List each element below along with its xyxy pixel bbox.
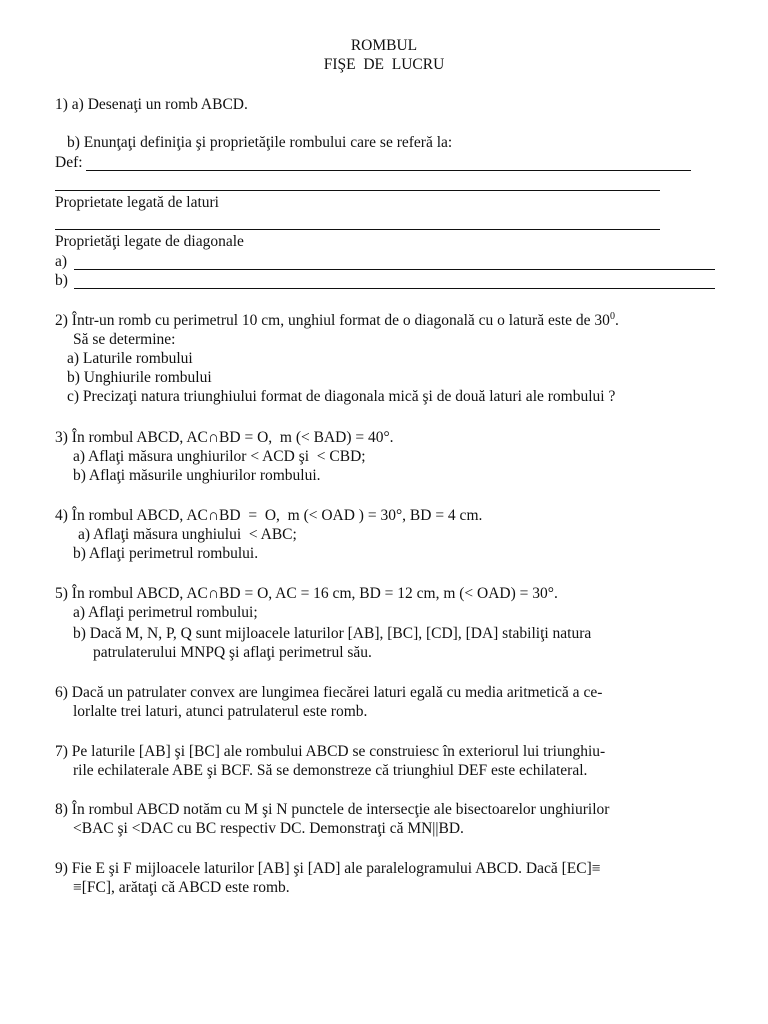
diag-item-b: b) — [55, 272, 68, 289]
q6-line1: 6) Dacă un patrulater convex are lungimea fiecărei laturi egală cu media aritmetică a ce- — [55, 684, 603, 701]
page-subtitle: FIŞE DE LUCRU — [323, 56, 445, 73]
diag-item-a: a) — [55, 253, 68, 270]
q1-b: b) Enunţaţi definiţia şi proprietăţile rombului care se referă la: — [67, 134, 453, 151]
def-answer-line-2[interactable] — [55, 190, 660, 191]
q7-line2: rile echilaterale ABE şi BCF. Să se demonstreze că triunghiul DEF este echilateral. — [73, 762, 588, 779]
diag-a-answer-line[interactable] — [74, 269, 715, 270]
q5-b-line1: b) Dacă M, N, P, Q sunt mijloacele laturilor [AB], [BC], [CD], [DA] stabiliţi natura — [73, 625, 592, 642]
def-label: Def: — [55, 154, 83, 171]
q2-c: c) Precizaţi natura triunghiului format de diagonala mică şi de două laturi ale rombului ? — [67, 388, 616, 405]
q5-b-line2: patrulaterului MNPQ şi aflaţi perimetrul său. — [93, 644, 372, 661]
q6-line2: lorlalte trei laturi, atunci patrulaterul este romb. — [73, 703, 368, 720]
q8-line1: 8) În rombul ABCD notăm cu M şi N punctele de intersecţie ale bisectoarelor unghiurilor — [55, 801, 610, 818]
q4-a: a) Aflaţi măsura unghiului < ABC; — [78, 526, 297, 543]
page-title: ROMBUL — [350, 37, 418, 54]
q7-line1: 7) Pe laturile [AB] şi [BC] ale rombului ABCD se construiesc în exteriorul lui triunghiu- — [55, 743, 606, 760]
prop-diagonals-label: Proprietăţi legate de diagonale — [55, 233, 244, 250]
q3-intro: 3) În rombul ABCD, AC∩BD = O, m (< BAD) = 40°. — [55, 429, 394, 446]
q2-b: b) Unghiurile rombului — [67, 369, 212, 386]
q2-a: a) Laturile rombului — [67, 350, 193, 367]
q3-b: b) Aflaţi măsurile unghiurilor rombului. — [73, 467, 321, 484]
q9-line2: ≡[FC], arătaţi că ABCD este romb. — [73, 879, 290, 896]
def-answer-line[interactable] — [86, 170, 691, 171]
prop-sides-label: Proprietate legată de laturi — [55, 194, 219, 211]
q3-a: a) Aflaţi măsura unghiurilor < ACD şi < CBD; — [73, 448, 366, 465]
q4-b: b) Aflaţi perimetrul rombului. — [73, 545, 259, 562]
q8-line2: <BAC şi <DAC cu BC respectiv DC. Demonstraţi că MN||BD. — [73, 820, 464, 837]
q5-intro: 5) În rombul ABCD, AC∩BD = O, AC = 16 cm, BD = 12 cm, m (< OAD) = 30°. — [55, 585, 558, 602]
q5-a: a) Aflaţi perimetrul rombului; — [73, 604, 258, 621]
q2-intro: 2) Într-un romb cu perimetrul 10 cm, unghiul format de o diagonală cu o latură este de $30^0$. — [55, 311, 619, 329]
q9-line1: 9) Fie E şi F mijloacele laturilor [AB] şi [AD] ale paralelogramului ABCD. Dacă [EC]≡ — [55, 860, 601, 877]
q4-intro: 4) În rombul ABCD, AC∩BD = O, m (< OAD ) = 30°, BD = 4 cm. — [55, 507, 483, 524]
q2-determine: Să se determine: — [73, 331, 176, 348]
q1-a: 1) a) Desenaţi un romb ABCD. — [55, 96, 248, 113]
prop-sides-answer-line[interactable] — [55, 229, 660, 230]
diag-b-answer-line[interactable] — [74, 288, 715, 289]
